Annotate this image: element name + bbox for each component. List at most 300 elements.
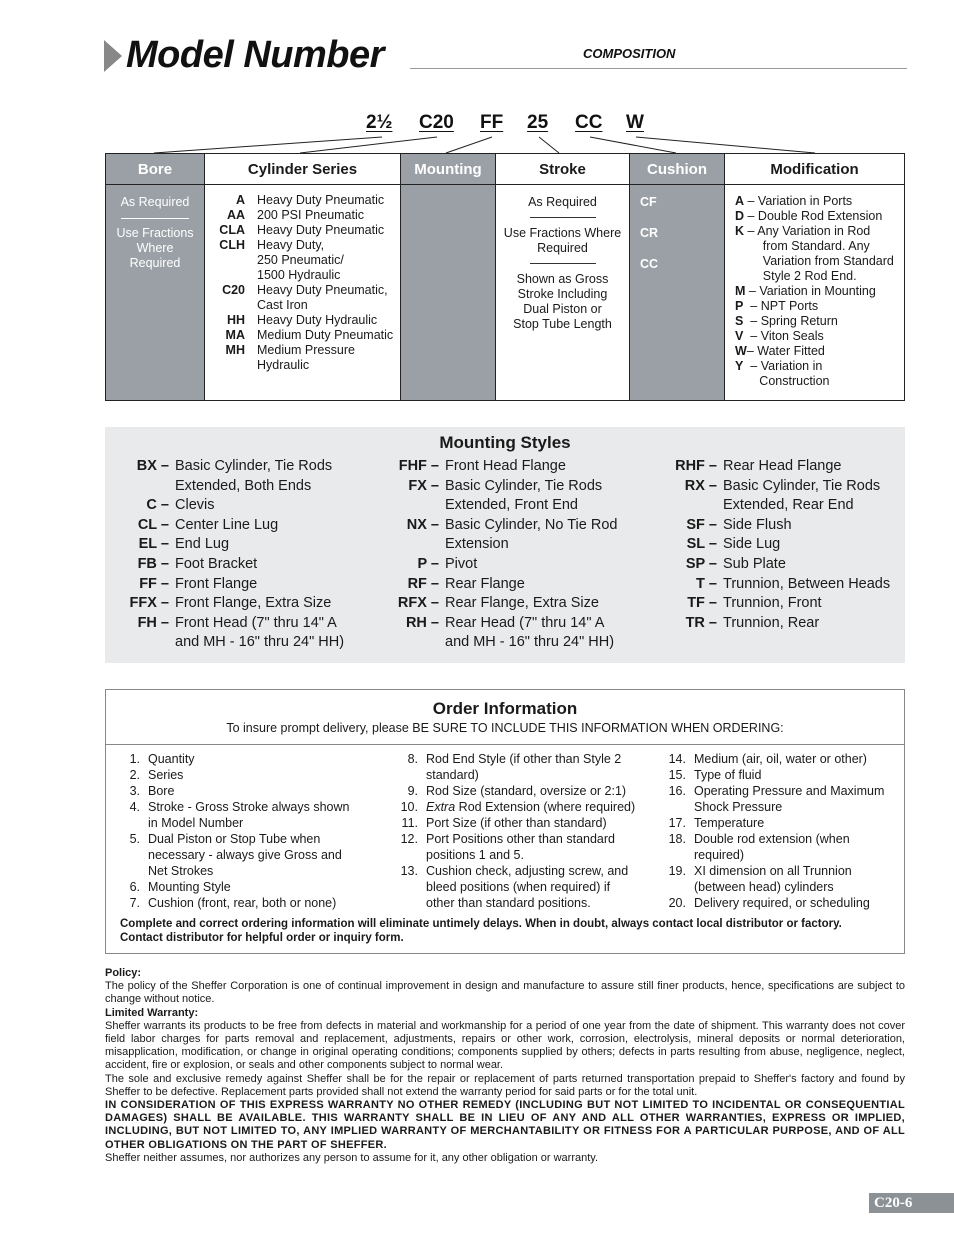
modification-row [735, 359, 904, 374]
order-item-text: Rod Size (standard, oversize or 2:1) [426, 784, 627, 798]
modification-row [735, 209, 904, 224]
mounting-style-code: RH – [405, 614, 439, 631]
page-subtitle: COMPOSITION [583, 46, 676, 61]
order-item-text: Cushion (front, rear, both or none) [148, 896, 337, 910]
order-note-line: Complete and correct ordering information will eliminate untimely delays. When in doubt, always contact local distributor or factory. [120, 918, 842, 930]
mounting-style-row [389, 575, 639, 595]
mounting-style-desc: Trunnion, Front [723, 595, 822, 612]
order-item-text: Type of fluid [694, 768, 762, 782]
series-row [211, 208, 400, 223]
modification-desc: – Double Rod Extension [744, 209, 883, 223]
bore-line: Use Fractions [116, 226, 194, 240]
mounting-style-code: T – [696, 575, 717, 592]
mounting-styles-column-2 [389, 457, 639, 653]
order-note [120, 917, 890, 945]
modification-desc: – Variation in Ports [744, 194, 853, 208]
stroke-line: Stop Tube Length [513, 317, 612, 331]
order-item-text: bleed positions (when required) if [426, 880, 611, 894]
modification-column [724, 154, 904, 400]
series-row [211, 283, 400, 298]
order-item-number [659, 879, 694, 895]
mounting-style-row [665, 614, 905, 634]
bore-header: Bore [106, 154, 204, 185]
order-item [659, 799, 899, 815]
order-item [388, 751, 650, 767]
modification-desc: – Variation in Mounting [745, 284, 876, 298]
order-item-number: 12. [400, 832, 418, 846]
series-desc: Heavy Duty Pneumatic [257, 223, 385, 237]
mounting-style-row [115, 633, 365, 653]
mounting-style-code: BX – [136, 458, 169, 474]
series-code: CLH [219, 238, 245, 252]
mounting-style-code: SL – [686, 536, 717, 553]
order-item [116, 831, 376, 847]
mounting-style-code: RX – [684, 477, 717, 494]
order-item-text: Port Positions other than standard [426, 832, 616, 846]
order-item-number: 19. [668, 864, 686, 878]
order-item [116, 767, 376, 783]
mounting-style-row [389, 594, 639, 614]
bore-column [106, 154, 204, 400]
mounting-style-row [389, 477, 639, 497]
mounting-style-code [115, 477, 175, 497]
order-item-text: Port Size (if other than standard) [426, 816, 607, 830]
order-item [116, 751, 376, 767]
mounting-style-code: FH – [137, 614, 169, 631]
bore-line: Where [136, 241, 174, 255]
modification-row [735, 239, 904, 254]
order-item-text: Stroke - Gross Stroke always shown [148, 800, 350, 814]
modification-row [735, 344, 904, 359]
series-desc: Cast Iron [257, 298, 308, 312]
warranty-disclaimer: IN CONSIDERATION OF THIS EXPRESS WARRANTY NO OTHER REMEDY (INCLUDING BUT NOT LIMITED TO INCIDENTAL OR CONSEQUENTIAL DAMAGES) SHALL BE AVAILABLE. THIS WARRANTY SHALL BE IN LIEU OF ANY AND ALL OTHER WARRANTIES, EXPRESS OR IMPLIED, INCLUDING, BUT NOT LIMITED TO, ANY IMPLIED WARRANTY OF MERCHANTABILITY OR FITNESS FOR A PARTICULAR PURPOSE, AND OF ALL OTHER OBLIGATIONS ON THE PART OF SHEFFER. [105, 1099, 905, 1151]
mounting-style-desc: Front Head (7" thru 14" A [175, 614, 337, 631]
stroke-header: Stroke [496, 154, 629, 185]
series-row [211, 328, 400, 343]
mounting-header: Mounting [401, 154, 495, 185]
series-code [211, 253, 257, 268]
series-row [211, 358, 400, 373]
mounting-style-code [665, 496, 723, 516]
series-desc: 1500 Hydraulic [257, 268, 341, 282]
stroke-divider [530, 263, 596, 264]
order-item-number: 11. [401, 816, 418, 830]
cushion-code: CR [640, 226, 659, 240]
modification-code: P [735, 299, 744, 313]
modification-row [735, 224, 904, 239]
modification-row [735, 254, 904, 269]
code-bore: 2½ [366, 112, 393, 133]
order-item-text: Operating Pressure and Maximum [694, 784, 885, 798]
series-desc: 200 PSI Pneumatic [257, 208, 365, 222]
mounting-style-desc: Front Head Flange [445, 458, 566, 474]
mounting-style-desc: Rear Head Flange [723, 458, 842, 474]
warranty-label: Limited Warranty: [105, 1006, 199, 1019]
order-item [388, 783, 650, 799]
warranty-text: Sheffer warrants its products to be free from defects in material and workmanship for a period of one year from the date of shipment. This warranty does not cover field labor charges for parts removal and replacement, adjustments, repairs or other work, corrosion, electrolysis, mineral deposits or normal deterioration, misapplication, modification, or change in original operating conditions; components supplied by others; defects in parts resulting from abuse, negligence, neglect, accident, fire or explosion, or seals and other components subject to normal wear. [105, 1019, 905, 1072]
order-item-text: Series [148, 768, 184, 782]
final-text: Sheffer neither assumes, nor authorizes any person to assume for it, any other obligation or warranty. [105, 1151, 599, 1164]
series-desc: Medium Duty Pneumatic [257, 328, 394, 342]
mounting-style-row [115, 614, 365, 634]
mounting-style-desc: Trunnion, Between Heads [723, 575, 891, 592]
mounting-style-code [389, 633, 445, 653]
mounting-style-code [115, 633, 175, 653]
order-item [659, 895, 899, 911]
modification-code: W [735, 344, 747, 358]
order-item-number [659, 847, 694, 863]
modification-desc: Variation from Standard [735, 254, 894, 268]
order-item [659, 783, 899, 799]
order-item-text: Quantity [148, 752, 195, 766]
mounting-styles-column-1 [115, 457, 365, 653]
modification-code: Y [735, 359, 744, 373]
order-item [659, 751, 899, 767]
order-item [659, 879, 899, 895]
modification-row [735, 194, 904, 209]
policy-section [105, 967, 905, 1165]
series-header: Cylinder Series [205, 154, 400, 185]
order-column-1 [116, 751, 376, 911]
order-column-3 [659, 751, 899, 911]
mounting-style-row [389, 614, 639, 634]
modification-desc: Style 2 Rod End. [735, 269, 857, 283]
order-item-text: standard) [426, 768, 479, 782]
order-item-emphasis: Extra [426, 800, 456, 814]
order-item-number [116, 847, 148, 863]
series-column [204, 154, 400, 400]
page-number: C20-6 [869, 1193, 954, 1213]
mounting-style-code [389, 496, 445, 516]
mounting-style-code: SP – [685, 555, 717, 572]
order-item-number [388, 847, 426, 863]
modification-desc: – Viton Seals [743, 329, 824, 343]
mounting-style-row [115, 555, 365, 575]
mounting-style-desc: Extension [445, 536, 509, 553]
order-item-number: 9. [407, 784, 418, 798]
code-modification: W [626, 112, 644, 133]
order-item-number: 2. [129, 768, 140, 782]
order-item [659, 831, 899, 847]
series-code [211, 298, 257, 313]
order-item [388, 815, 650, 831]
order-item-number: 7. [129, 896, 140, 910]
modification-desc: – Variation in [743, 359, 823, 373]
order-item-text: XI dimension on all Trunnion [694, 864, 852, 878]
mounting-style-code: NX – [406, 516, 439, 533]
policy-text: The policy of the Sheffer Corporation is one of continual improvement in design and manufacture to assure still finer products, hence, specifications are subject to change without notice. [105, 980, 905, 1006]
mounting-style-desc: Pivot [445, 555, 478, 572]
order-item [388, 831, 650, 847]
code-mounting: FF [480, 112, 504, 133]
mounting-style-row [665, 575, 905, 595]
order-item [116, 895, 376, 911]
order-item [388, 767, 650, 783]
series-desc: Heavy Duty, [257, 238, 325, 252]
modification-desc: – NPT Ports [743, 299, 819, 313]
order-item-text: positions 1 and 5. [426, 848, 524, 862]
order-information-panel [105, 689, 905, 954]
series-code: AA [226, 208, 245, 222]
mounting-style-row [115, 575, 365, 595]
order-item [116, 879, 376, 895]
mounting-style-code: RHF – [675, 458, 717, 474]
mounting-style-desc: Rear Flange, Extra Size [445, 595, 599, 612]
code-connector-lines [0, 0, 954, 160]
series-row [211, 343, 400, 358]
mounting-style-code: FF – [139, 575, 169, 592]
mounting-style-code: FFX – [129, 595, 169, 612]
order-item [388, 799, 650, 815]
order-item [659, 815, 899, 831]
series-row [211, 193, 400, 208]
series-row [211, 298, 400, 313]
order-item-text: Net Strokes [148, 864, 214, 878]
mounting-style-row [665, 594, 905, 614]
order-item-text: Double rod extension (when [694, 832, 850, 846]
mounting-style-row [115, 477, 365, 497]
mounting-style-row [115, 496, 365, 516]
modification-header: Modification [725, 154, 904, 185]
modification-row [735, 314, 904, 329]
modification-row [735, 284, 904, 299]
order-item-text: Rod End Style (if other than Style 2 [426, 752, 622, 766]
modification-code: M [735, 284, 746, 298]
order-item-number [659, 799, 694, 815]
order-item-text: necessary - always give Gross and [148, 848, 342, 862]
mounting-style-row [115, 535, 365, 555]
mounting-style-desc: Rear Head (7" thru 14" A [445, 614, 605, 631]
order-item-number: 5. [129, 832, 140, 846]
mounting-style-row [665, 496, 905, 516]
order-item [659, 863, 899, 879]
mounting-style-row [389, 516, 639, 536]
mounting-style-code: RF – [407, 575, 439, 592]
series-code: HH [226, 313, 245, 327]
mounting-style-desc: Front Flange, Extra Size [175, 595, 332, 612]
mounting-style-desc: and MH - 16" thru 24" HH) [445, 634, 615, 651]
series-code: A [235, 193, 245, 207]
modification-row [735, 269, 904, 284]
mounting-style-row [665, 516, 905, 536]
mounting-style-code: FB – [137, 555, 169, 572]
code-stroke: 25 [527, 112, 549, 133]
modification-desc: – Spring Return [743, 314, 838, 328]
mounting-style-desc: Rear Flange [445, 575, 525, 592]
bore-line: Required [129, 256, 181, 270]
mounting-style-code: C – [146, 497, 169, 514]
order-item-number: 14. [668, 752, 686, 766]
series-row [211, 313, 400, 328]
order-column-2 [388, 751, 650, 911]
mounting-style-row [665, 555, 905, 575]
series-row [211, 238, 400, 253]
order-item-text: Temperature [694, 816, 765, 830]
modification-row [735, 299, 904, 314]
order-item-number: 1. [129, 752, 140, 766]
code-cushion: CC [575, 112, 603, 133]
order-item-text: required) [694, 848, 745, 862]
mounting-style-desc: and MH - 16" thru 24" HH) [175, 634, 345, 651]
mounting-style-desc: Foot Bracket [175, 555, 258, 572]
mounting-style-desc: Side Lug [723, 536, 781, 553]
order-note-line: Contact distributor for helpful order or inquiry form. [120, 932, 404, 944]
order-item-text: (between head) cylinders [694, 880, 834, 894]
mounting-style-desc: Extended, Both Ends [175, 477, 312, 494]
mounting-column [400, 154, 495, 400]
series-desc: Hydraulic [257, 358, 310, 372]
modification-desc: – Any Variation in Rod [744, 224, 871, 238]
mounting-style-desc: Front Flange [175, 575, 258, 592]
mounting-style-row [389, 496, 639, 516]
series-row [211, 253, 400, 268]
series-code: MH [225, 343, 245, 357]
order-item [116, 783, 376, 799]
mounting-style-desc: Side Flush [723, 516, 792, 533]
order-item-text: Cushion check, adjusting screw, and [426, 864, 629, 878]
order-item-text: Mounting Style [148, 880, 231, 894]
order-item [388, 895, 650, 911]
mounting-style-row [115, 516, 365, 536]
order-item-number [388, 767, 426, 783]
order-item-number [116, 815, 148, 831]
order-subtitle: To insure prompt delivery, please BE SURE TO INCLUDE THIS INFORMATION WHEN ORDERING: [226, 721, 784, 735]
modification-code: S [735, 314, 744, 328]
mounting-style-desc: Basic Cylinder, Tie Rods [723, 477, 881, 494]
cushion-header: Cushion [630, 154, 724, 185]
modification-row [735, 329, 904, 344]
mounting-style-desc: Clevis [175, 497, 215, 514]
modification-code: A [735, 194, 745, 208]
mounting-style-desc: Extended, Rear End [723, 497, 854, 514]
order-item-number [388, 879, 426, 895]
order-item-number [116, 863, 148, 879]
order-item [116, 863, 376, 879]
modification-row [735, 374, 904, 389]
order-item-number: 3. [129, 784, 140, 798]
policy-label: Policy: [105, 967, 142, 979]
series-code [211, 268, 257, 283]
mounting-style-desc: Basic Cylinder, Tie Rods [175, 458, 333, 474]
order-item-text: Extra Rod Extension (where required) [426, 800, 636, 814]
modification-desc: – Water Fitted [746, 344, 825, 358]
mounting-styles-title: Mounting Styles [439, 433, 571, 452]
mounting-style-row [389, 633, 639, 653]
stroke-line: Use Fractions Where [503, 226, 622, 240]
mounting-style-code: CL – [137, 516, 169, 533]
order-item-number: 10. [400, 800, 418, 814]
order-item [659, 767, 899, 783]
order-item [116, 799, 376, 815]
stroke-divider [530, 217, 596, 218]
order-item [388, 847, 650, 863]
order-item-number: 20. [668, 896, 686, 910]
order-item-text: other than standard positions. [426, 896, 591, 910]
order-item [659, 847, 899, 863]
mounting-style-row [389, 457, 639, 477]
stroke-line: Required [537, 241, 588, 255]
mounting-style-row [115, 594, 365, 614]
order-item-number: 6. [129, 880, 140, 894]
mounting-style-code: P – [417, 555, 439, 572]
order-item-text: Shock Pressure [694, 800, 783, 814]
series-code: MA [225, 328, 245, 342]
stroke-line: Dual Piston or [523, 302, 602, 316]
order-item-number: 15. [668, 768, 686, 782]
order-item-number: 8. [407, 752, 418, 766]
cushion-code: CC [640, 257, 659, 271]
order-item-text: Delivery required, or scheduling [694, 896, 870, 910]
mounting-style-desc: End Lug [175, 536, 230, 553]
series-desc: Heavy Duty Pneumatic, [257, 283, 388, 297]
mounting-style-row [665, 457, 905, 477]
bore-line: As Required [120, 195, 190, 209]
series-desc: Heavy Duty Pneumatic [257, 193, 385, 207]
modification-code: D [735, 209, 745, 223]
series-code [211, 358, 257, 373]
mounting-style-desc: Extended, Front End [445, 497, 578, 514]
mounting-style-row [665, 535, 905, 555]
modification-desc: from Standard. Any [735, 239, 870, 253]
modification-desc: Construction [735, 374, 830, 388]
stroke-line: Shown as Gross [516, 272, 609, 286]
order-item-number [388, 895, 426, 911]
modification-code: V [735, 329, 744, 343]
order-title: Order Information [432, 699, 578, 718]
modification-code: K [735, 224, 745, 238]
order-item-number: 13. [400, 864, 418, 878]
composition-table [105, 153, 905, 401]
series-desc: Heavy Duty Hydraulic [257, 313, 378, 327]
mounting-style-row [665, 477, 905, 497]
stroke-line: Stroke Including [517, 287, 608, 301]
bore-divider [121, 218, 189, 219]
remedy-text: The sole and exclusive remedy against Sheffer shall be for the repair or replacement of parts returned transportation prepaid to Sheffer's factory and found by Sheffer to be defective. Replacement parts provided shall not extend the warranty period for said parts or for the total unit. [105, 1072, 905, 1098]
order-item-text: Bore [148, 784, 175, 798]
order-item [116, 815, 376, 831]
series-code: C20 [222, 283, 245, 297]
mounting-style-row [389, 535, 639, 555]
mounting-style-code: SF – [686, 516, 717, 533]
mounting-style-row [389, 555, 639, 575]
mounting-style-code: TF – [687, 595, 717, 612]
mounting-style-code: TR – [685, 614, 717, 631]
mounting-style-desc: Sub Plate [723, 555, 786, 572]
mounting-style-code: EL – [138, 536, 169, 553]
series-row [211, 223, 400, 238]
series-desc: 250 Pneumatic/ [257, 253, 344, 267]
order-item-number: 4. [129, 800, 140, 814]
mounting-styles-panel [105, 427, 905, 663]
order-item-text: Medium (air, oil, water or other) [694, 752, 867, 766]
series-desc: Medium Pressure [257, 343, 355, 357]
page-title: Model Number [126, 34, 384, 76]
cushion-code: CF [640, 195, 657, 209]
mounting-style-code [389, 535, 445, 555]
mounting-style-desc: Basic Cylinder, Tie Rods [445, 477, 603, 494]
order-item [116, 847, 376, 863]
series-code: CLA [219, 223, 245, 237]
mounting-style-code: RFX – [397, 595, 439, 612]
order-item [388, 879, 650, 895]
mounting-style-row [115, 457, 365, 477]
cushion-column [629, 154, 724, 400]
mounting-style-desc: Basic Cylinder, No Tie Rod [445, 516, 618, 533]
order-item-text: Dual Piston or Stop Tube when [148, 832, 321, 846]
mounting-style-desc: Center Line Lug [175, 516, 279, 533]
order-item-text: in Model Number [148, 816, 244, 830]
stroke-line: As Required [528, 195, 597, 209]
